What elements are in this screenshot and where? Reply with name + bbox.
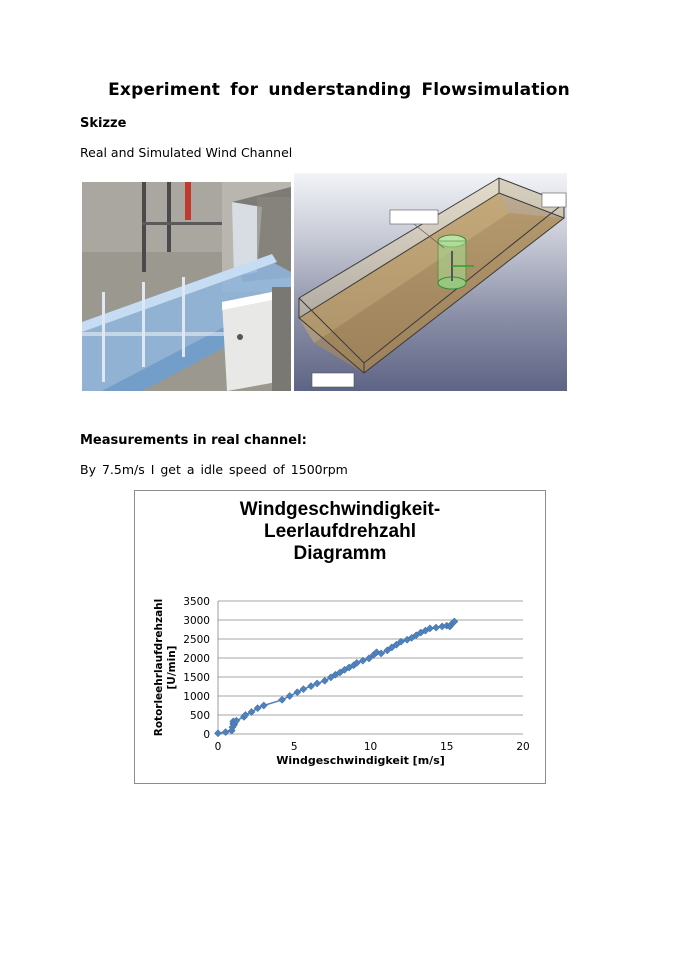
y-axis-label-line: [U/min] [166,645,178,690]
y-tick-label: 500 [189,710,210,722]
chart-title-line: Leerlaufdrehzahl [263,521,417,542]
data-point [222,729,229,736]
data-point [286,692,293,699]
rpm-chart-svg [135,491,545,783]
x-tick-label: 15 [440,741,454,753]
rpm-chart [134,490,546,784]
chart-x-axis-label [276,754,445,767]
chart-title-line: Diagramm [293,543,387,564]
y-tick-label: 0 [203,729,210,741]
document-title: Experiment for understanding Flowsimulation [108,80,570,100]
y-tick-label: 1000 [183,691,210,703]
data-point [321,677,328,684]
chart-y-tick-labels [183,596,210,741]
chart-gridlines [218,601,523,734]
chart-title-line: Windgeschwindigkeit- [239,499,441,520]
chart-x-tick-labels [215,741,530,753]
data-point [248,708,255,715]
chart-y-axis-label [153,599,178,737]
x-tick-label: 20 [516,741,530,753]
y-tick-label: 2000 [183,653,210,665]
data-point [278,696,285,703]
section-heading-measurements: Measurements in real channel: [80,433,307,448]
section-heading-skizze: Skizze [80,116,127,131]
x-tick-label: 10 [363,741,378,753]
simulated-channel-illustration [294,173,567,391]
data-point [300,686,307,693]
x-axis-label: Windgeschwindigkeit [m/s] [276,754,445,767]
data-point [214,730,221,737]
y-axis-label-line: Rotorleehrlaufdrehzahl [153,598,165,737]
x-tick-label: 0 [214,741,222,753]
y-tick-label: 2500 [183,634,210,646]
y-tick-label: 3000 [183,615,210,627]
section-caption: Real and Simulated Wind Channel [80,145,293,160]
real-wind-channel-photo [82,182,291,391]
data-point [432,624,439,631]
simulated-wind-channel-render [294,173,567,391]
chart-title [240,499,440,564]
measurement-text: By 7.5m/s I get a idle speed of 1500rpm [80,462,348,477]
data-point [294,689,301,696]
real-channel-illustration [82,182,291,391]
y-tick-label: 1500 [183,672,210,684]
y-tick-label: 3500 [183,596,210,608]
x-tick-label: 5 [290,741,298,753]
